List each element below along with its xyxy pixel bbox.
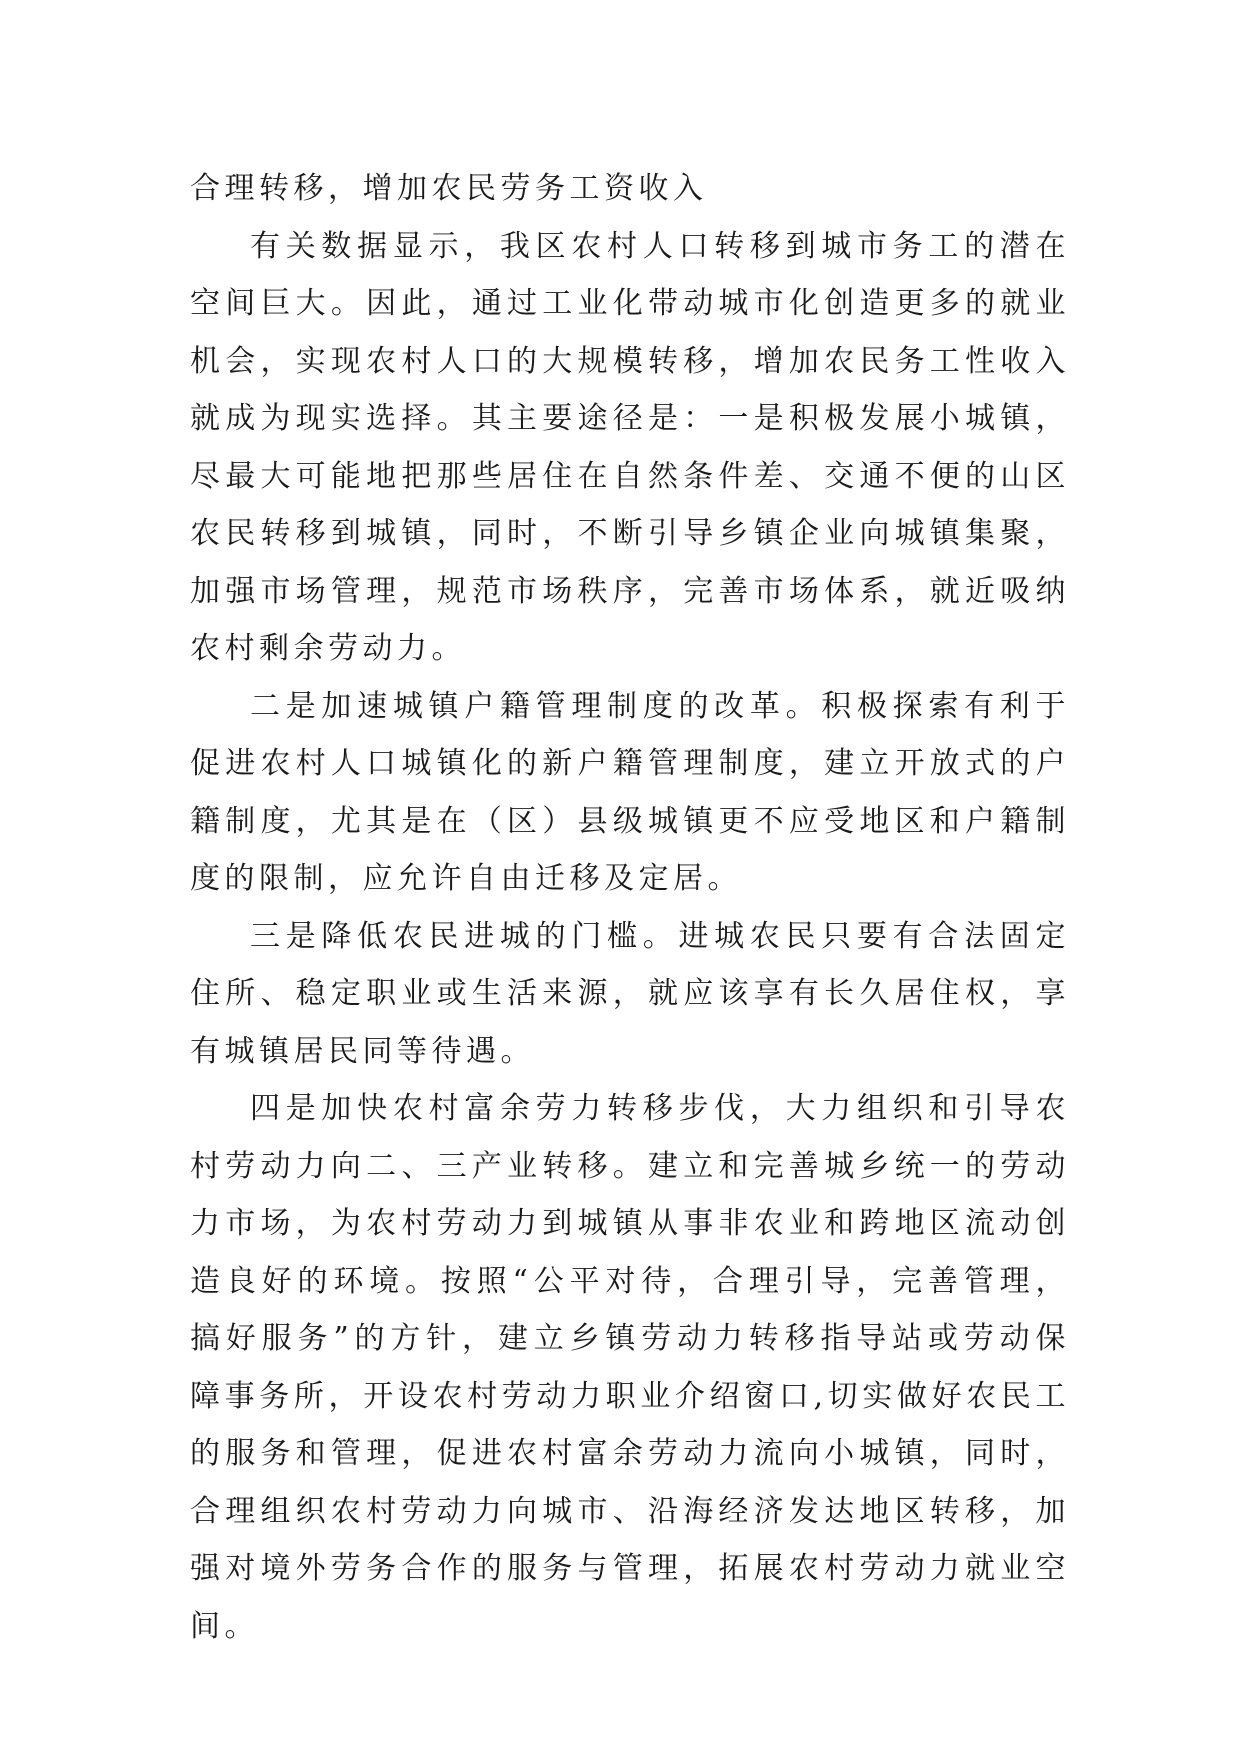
paragraph-4: 三是降低农民进城的门槛。进城农民只要有合法固定住所、稳定职业或生活来源，就应该享有长久居住权，享有城镇居民同等待遇。 [190,918,1070,1069]
paragraph-5: 四是加快农村富余劳力转移步伐，大力组织和引导农村劳动力向二、三产业转移。建立和完善城乡统一的劳动力市场，为农村劳动力到城镇从事非农业和跨地区流动创造良好的环境。按照“公平对待，合理引导，完善管理，搞好服务”的方针，建立乡镇劳动力转移指导站或劳动保障事务所，开设农村劳动力职业介绍窗口,切实做好农民工的服务和管理，促进农村富余劳动力流向小城镇，同时，合理组织农村劳动力向城市、沿海经济发达地区转移，加强对境外劳务合作的服务与管理，拓展农村劳动力就业空间。 [190,1091,1070,1644]
document-body [190,160,1070,1655]
paragraph-1: 合理转移，增加农民劳务工资收入 [190,171,708,206]
paragraph-3: 二是加速城镇户籍管理制度的改革。积极探索有利于促进农村人口城镇化的新户籍管理制度，建立开放式的户籍制度，尤其是在（区）县级城镇更不应受地区和户籍制度的限制，应允许自由迁移及定居。 [190,688,1070,896]
paragraph-2: 有关数据显示，我区农村人口转移到城市务工的潜在空间巨大。因此，通过工业化带动城市化创造更多的就业机会，实现农村人口的大规模转移，增加农民务工性收入就成为现实选择。其主要途径是：一是积极发展小城镇，尽最大可能地把那些居住在自然条件差、交通不便的山区农民转移到城镇，同时，不断引导乡镇企业向城镇集聚，加强市场管理，规范市场秩序，完善市场体系，就近吸纳农村剩余劳动力。 [190,228,1070,666]
